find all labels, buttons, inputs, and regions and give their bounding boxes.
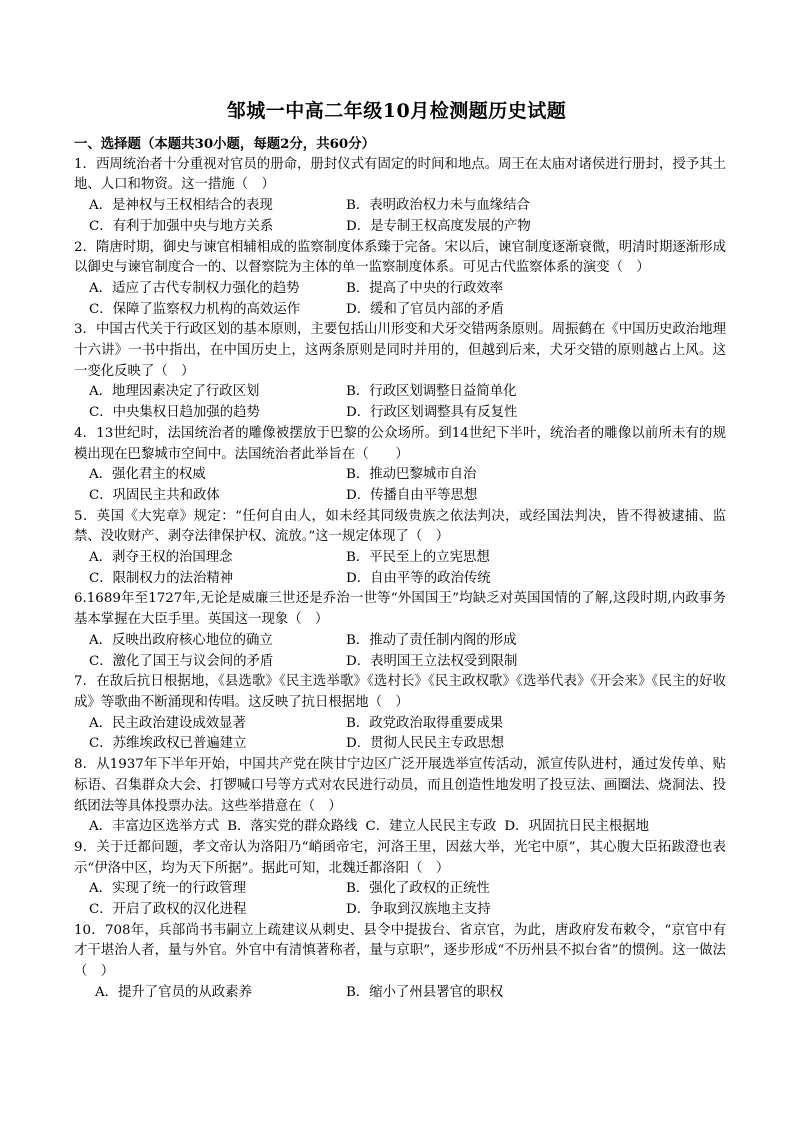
option-d: D．贯彻人民民主专政思想 <box>346 736 505 752</box>
option-a: A．地理因素决定了行政区划 <box>89 384 260 400</box>
option-a: A．是神权与王权相结合的表现 <box>89 198 273 214</box>
question-stem: 6.1689年至1727年,无论是威廉三世还是乔治一世等“外国国王”均缺乏对英国国情的了解,这段时期,内政事务基本掌握在大臣手里。英国这一现象（ ） <box>74 591 726 628</box>
options <box>74 382 726 423</box>
options <box>74 879 726 920</box>
exam-content <box>74 134 726 1004</box>
option-d: D．争取到汉族地主支持 <box>346 902 491 918</box>
option-d: D．巩固抗日民主根据地 <box>504 819 649 835</box>
option-b: B．表明政治权力未与血缘结合 <box>346 198 530 214</box>
option-b: B．平民至上的立宪思想 <box>346 550 490 566</box>
question-6 <box>74 589 726 672</box>
page-title: 邹城一中高二年级10月检测题历史试题 <box>226 100 567 122</box>
question-4 <box>74 424 726 507</box>
option-a: A．适应了古代专制权力强化的趋势 <box>89 280 300 296</box>
option-c: C．开启了政权的汉化进程 <box>89 902 247 918</box>
option-a: A．民主政治建设成效显著 <box>89 715 246 731</box>
options <box>74 548 726 589</box>
question-stem: 3．中国古代关于行政区划的基本原则，主要包括山川形变和犬牙交错两条原则。周振鹤在《中国历史政治地理十六讲》一书中指出，在中国历史上，这两条原则是同时并用的，但越到后来，犬牙交错的原则越占上风。这一变化反映了（ ） <box>74 322 726 379</box>
option-c: C．建立人民民主专政 <box>365 819 497 835</box>
option-a: A．实现了统一的行政管理 <box>89 881 246 897</box>
question-stem: 5．英国《大宪章》规定：“任何自由人，如未经其同级贵族之依法判决，或经国法判决，皆不得被逮捕、监禁、没收财产、剥夺法律保护权、流放。”这一规定体现了（ ） <box>74 508 726 545</box>
option-a: A．剥夺王权的治国理念 <box>89 550 233 566</box>
option-a: A．反映出政府核心地位的确立 <box>89 632 273 648</box>
option-c: C．保障了监察权力机构的高效运作 <box>89 301 301 317</box>
option-c: C．激化了国王与议会间的矛盾 <box>89 653 274 669</box>
question-1 <box>74 155 726 238</box>
options <box>74 196 726 237</box>
option-b: B．推动巴黎城市自治 <box>346 467 477 483</box>
option-b: B．缩小了州县署官的职权 <box>346 984 504 1000</box>
options <box>74 714 726 755</box>
option-d: D．行政区划调整具有反复性 <box>346 405 518 421</box>
question-stem: 7．在敌后抗日根据地，《县选歌》《民主选举歌》《选村长》《民主政权歌》《选举代表》《开会来》《民主的好收成》等歌曲不断涌现和传唱。这反映了抗日根据地（ ） <box>74 674 726 710</box>
option-d: D．传播自由平等思想 <box>346 487 478 503</box>
options <box>74 631 726 672</box>
option-a: A．丰富边区选举方式 <box>89 819 220 835</box>
option-d: D．自由平等的政治传统 <box>346 570 491 586</box>
section-header: 一、选择题（本题共30小题，每题2分，共60分） <box>74 136 376 152</box>
option-b: B．落实党的群众路线 <box>227 819 358 835</box>
option-c: C．巩固民主共和政体 <box>89 487 220 503</box>
option-b: B．推动了责任制内阁的形成 <box>346 632 517 648</box>
option-a: A．提升了官员的从政素养 <box>95 984 252 1000</box>
option-c: C．中央集权日趋加强的趋势 <box>89 405 260 421</box>
option-d: D．缓和了官员内部的矛盾 <box>346 301 505 317</box>
option-b: B．行政区划调整日益简单化 <box>346 384 517 400</box>
option-c: C．有利于加强中央与地方关系 <box>89 218 274 234</box>
options <box>74 983 726 1004</box>
question-stem: 2．隋唐时期，御史与谏官相辅相成的监察制度体系臻于完备。宋以后，谏官制度逐渐衰微，明清时期逐渐形成以御史与谏官制度合一的、以督察院为主体的单一监察制度体系。可见古代监察体系的演变（ ） <box>74 239 726 276</box>
question-9 <box>74 838 726 921</box>
question-stem: 8．从1937年下半年开始，中国共产党在陕甘宁边区广泛开展选举宣传活动，派宣传队进村，通过发传单、贴标语、召集群众大会、打锣喊口号等方式对农民进行动员，而且创造性地发明了投豆法、画圈法、烧洞法、投纸团法等具体投票办法。这些举措意在（ ） <box>74 757 726 814</box>
options <box>74 817 726 838</box>
option-d: D．表明国王立法权受到限制 <box>346 653 518 669</box>
question-stem: 4．13世纪时，法国统治者的雕像被摆放于巴黎的公众场所。到14世纪下半叶，统治者的雕像以前所未有的规模出现在巴黎城市空间中。法国统治者此举旨在（ ） <box>74 425 726 462</box>
question-stem: 9．关于迁都问题，孝文帝认为洛阳乃“峭函帝宅，河洛王里，因兹大举，光宅中原”，其心腹大臣拓跋澄也表示“伊洛中区，均为天下所据”。据此可知，北魏迁都洛阳（ ） <box>74 839 726 876</box>
question-stem: 10．708年，兵部尚书韦嗣立上疏建议从刺史、县令中提拔台、省京官，为此，唐政府发布敕令，“京官中有才干堪治人者，量与外官。外官中有清慎著称者，量与京职”，逐步形成“不历州县不拟台省”的惯例。这一做法（ ） <box>74 922 726 980</box>
question-stem: 1．西周统治者十分重视对官员的册命，册封仪式有固定的时间和地点。周王在太庙对诸侯进行册封，授予其土地、人口和物资。这一措施（ ） <box>74 156 726 193</box>
options <box>74 279 726 320</box>
option-c: C．苏维埃政权已普遍建立 <box>89 736 247 752</box>
option-d: D．是专制王权高度发展的产物 <box>346 218 531 234</box>
question-5 <box>74 507 726 590</box>
option-c: C．限制权力的法治精神 <box>89 570 234 586</box>
question-2 <box>74 238 726 321</box>
option-b: B．强化了政权的正统性 <box>346 881 490 897</box>
question-3 <box>74 320 726 424</box>
question-10 <box>74 921 726 1004</box>
question-8 <box>74 755 726 838</box>
options <box>74 465 726 506</box>
question-7 <box>74 672 726 755</box>
option-a: A．强化君主的权威 <box>89 467 206 483</box>
option-b: B．政党政治取得重要成果 <box>346 715 504 731</box>
option-b: B．提高了中央的行政效率 <box>346 280 504 296</box>
